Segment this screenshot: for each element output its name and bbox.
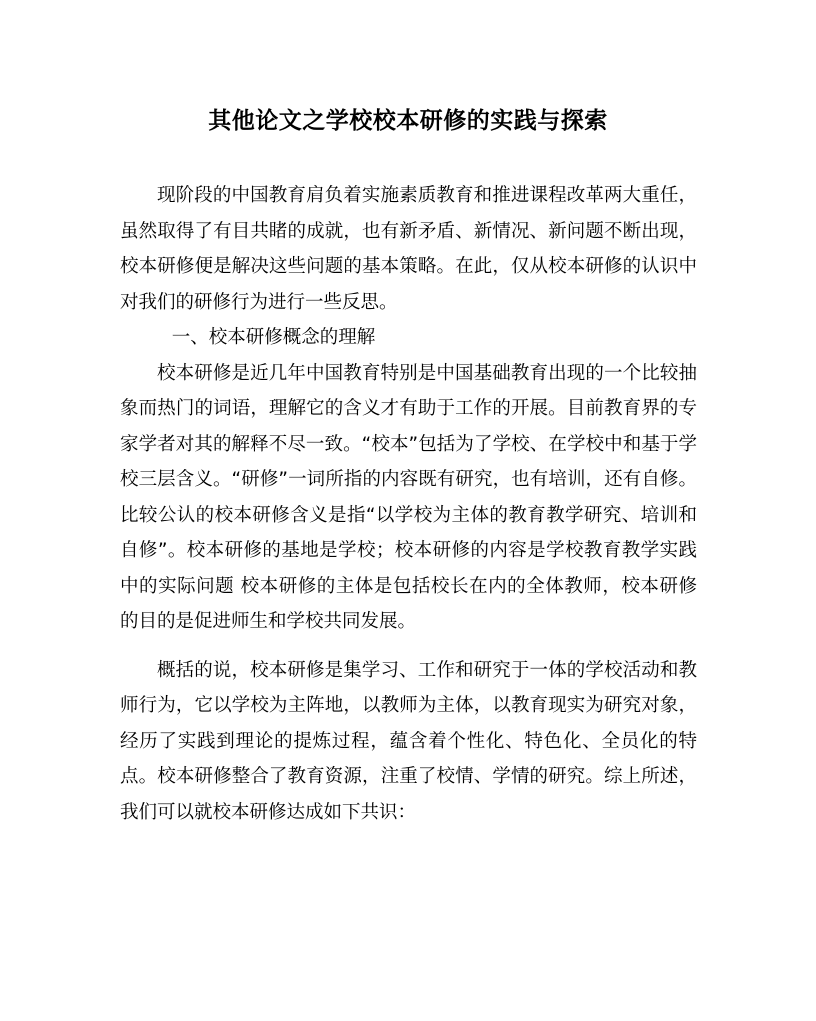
document-body xyxy=(120,178,697,830)
paragraph-summary: 概括的说，校本研修是集学习、工作和研究于一体的学校活动和教师行为，它以学校为主阵地，以教师为主体，以教育现实为研究对象，经历了实践到理论的提炼过程，蕴含着个性化、特色化、全员化的特点。校本研修整合了教育资源，注重了校情、学情的研究。综上所述，我们可以就校本研修达成如下共识： xyxy=(120,659,697,823)
paragraph-definition: 校本研修是近几年中国教育特别是中国基础教育出现的一个比较抽象而热门的词语，理解它的含义才有助于工作的开展。目前教育界的专家学者对其的解释不尽一致。“校本”包括为了学校、在学校中和基于学校三层含义。“研修”一词所指的内容既有研究，也有培训，还有自修。比较公认的校本研修含义是指“以学校为主体的教育教学研究、培训和自修”。校本研修的基地是学校；校本研修的内容是学校教育教学实践中的实际问题 校本研修的主体是包括校长在内的全体教师，校本研修的目的是促进师生和学校共同发展。 xyxy=(120,362,697,632)
section-heading: 一、校本研修概念的理解 xyxy=(171,327,376,348)
paragraph-intro: 现阶段的中国教育肩负着实施素质教育和推进课程改革两大重任，虽然取得了有目共睹的成就，也有新矛盾、新情况、新问题不断出现，校本研修便是解决这些问题的基本策略。在此，仅从校本研修的认识中对我们的研修行为进行一些反思。 xyxy=(120,185,697,313)
page-title: 其他论文之学校校本研修的实践与探索 xyxy=(208,107,608,134)
